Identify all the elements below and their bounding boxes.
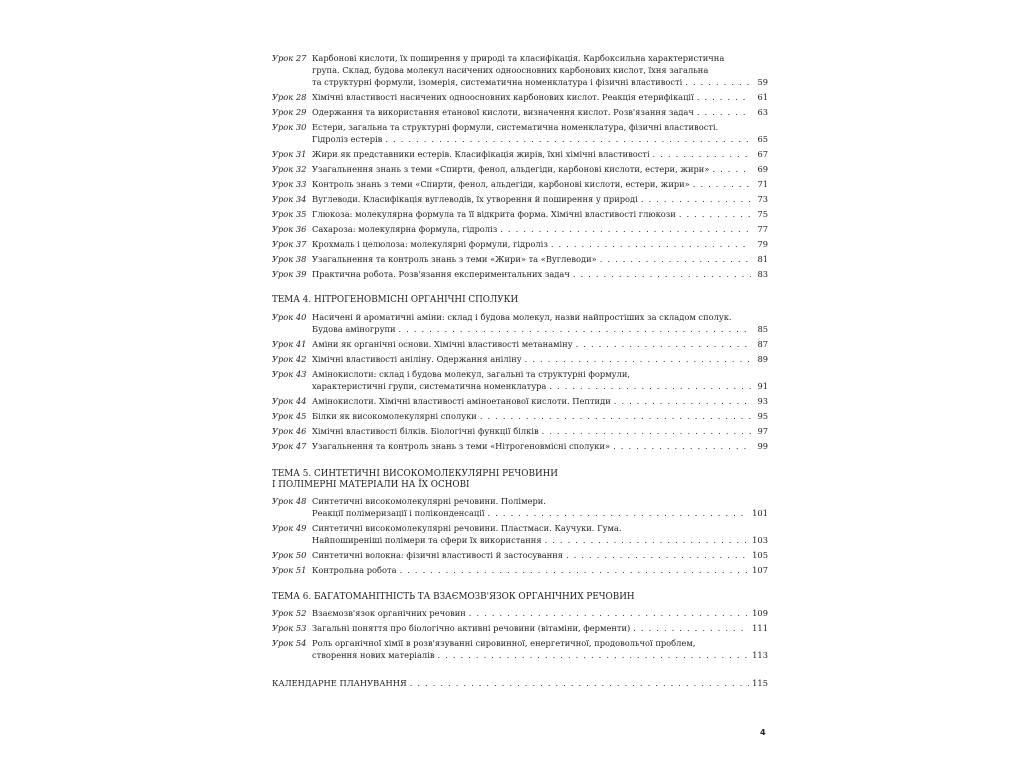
lesson-label: Урок 28	[272, 92, 307, 102]
lesson-label: Урок 29	[272, 107, 307, 117]
lesson-title-line: Сахароза: молекулярна формула, гідроліз	[312, 224, 498, 234]
lesson-final-line	[312, 76, 768, 88]
lesson-final-line	[312, 238, 768, 250]
lesson-label: Урок 47	[272, 441, 307, 451]
lesson-body	[312, 223, 768, 235]
lesson-title-line: Білки як високомолекулярні сполуки	[312, 411, 477, 421]
lesson-body	[312, 495, 768, 519]
lesson-final-line	[312, 622, 768, 634]
lesson-final-line	[312, 440, 768, 452]
lesson-label: Урок 41	[272, 339, 307, 349]
lesson-label: Урок 49	[272, 523, 307, 533]
dot-leader	[600, 253, 751, 265]
lesson-title-line: Синтетичні високомолекулярні речовини. Пластмаси. Каучуки. Гума.	[312, 523, 622, 533]
lesson-label: Урок 43	[272, 369, 307, 379]
lesson-body	[312, 163, 768, 175]
lesson-body	[312, 395, 768, 407]
lesson-title-line: Взаємозв'язок органічних речовин	[312, 608, 466, 618]
lesson-body	[312, 52, 768, 88]
lesson-title-line: характеристичні групи, систематична номенклатура	[312, 381, 547, 391]
lesson-page-number: 63	[757, 107, 768, 117]
toc-entry[interactable]	[272, 208, 768, 220]
lesson-label: Урок 50	[272, 550, 307, 560]
lesson-body	[312, 564, 768, 576]
lesson-label: Урок 27	[272, 53, 307, 63]
toc-entry[interactable]	[272, 522, 768, 546]
lesson-title-line: Контрольна робота	[312, 565, 397, 575]
lesson-final-line	[312, 353, 768, 365]
lesson-title-line: Карбонові кислоти, їх поширення у природі та класифікація. Карбоксильна характеристична	[312, 53, 725, 63]
lesson-page-number: 67	[757, 149, 768, 159]
lesson-label: Урок 46	[272, 426, 307, 436]
toc-entry[interactable]	[272, 91, 768, 103]
lesson-page-number: 103	[752, 535, 768, 545]
lesson-title-line: група. Склад, будова молекул насичених одноосновних карбонових кислот, їхня загальна	[312, 65, 709, 75]
lesson-final-line	[312, 91, 768, 103]
dot-leader	[613, 440, 751, 452]
toc-entry[interactable]	[272, 163, 768, 175]
lesson-title-line: Загальні поняття про біологічно активні речовини (вітаміни, ферменти)	[312, 623, 631, 633]
lesson-final-line	[312, 148, 768, 160]
lesson-final-line	[312, 607, 768, 619]
lesson-title-line: Гідроліз естерів	[312, 134, 383, 144]
dot-leader	[697, 91, 751, 103]
dot-leader	[480, 410, 751, 422]
lesson-final-line	[312, 323, 768, 335]
toc-entry[interactable]	[272, 495, 768, 519]
theme-4-heading: ТЕМА 4. НІТРОГЕНОВМІСНІ ОРГАНІЧНІ СПОЛУКИ	[272, 295, 519, 305]
lesson-label: Урок 30	[272, 122, 307, 132]
lesson-title-line: Жири як представники естерів. Класифікація жирів, їхні хімічні властивості	[312, 149, 650, 159]
lesson-final-line	[312, 178, 768, 190]
lesson-page-number: 79	[757, 239, 768, 249]
lesson-label: Урок 33	[272, 179, 307, 189]
toc-entry[interactable]	[272, 121, 768, 145]
lesson-title-line: Насичені й ароматичні аміни: склад і будова молекул, назви найпростіших за складом сполук.	[312, 312, 732, 322]
lesson-title-line: Аміни як органічні основи. Хімічні властивості метанаміну	[312, 339, 573, 349]
lesson-body	[312, 148, 768, 160]
lesson-title-line: Будова аміногрупи	[312, 324, 396, 334]
toc-entry[interactable]	[272, 311, 768, 335]
lesson-title-line: Синтетичні високомолекулярні речовини. Полімери.	[312, 496, 546, 506]
toc-entry[interactable]	[272, 253, 768, 265]
lesson-final-line	[312, 395, 768, 407]
lesson-body	[312, 440, 768, 452]
lesson-body	[312, 410, 768, 422]
lesson-final-line	[312, 564, 768, 576]
toc-entry[interactable]	[272, 338, 768, 350]
dot-leader	[641, 193, 751, 205]
toc-entry[interactable]	[272, 440, 768, 452]
lesson-page-number: 93	[757, 396, 768, 406]
lesson-page-number: 81	[757, 254, 768, 264]
lesson-body	[312, 353, 768, 365]
lesson-page-number: 107	[752, 565, 768, 575]
lesson-body	[312, 121, 768, 145]
toc-entry[interactable]	[272, 607, 768, 619]
lesson-title-line: Синтетичні волокна: фізичні властивості й застосування	[312, 550, 564, 560]
lesson-body	[312, 522, 768, 546]
lesson-label: Урок 42	[272, 354, 307, 364]
lesson-page-number: 77	[757, 224, 768, 234]
toc-entry[interactable]	[272, 52, 768, 88]
toc-entry[interactable]	[272, 637, 768, 661]
lesson-final-line	[312, 425, 768, 437]
lesson-page-number: 97	[757, 426, 768, 436]
lesson-label: Урок 38	[272, 254, 307, 264]
lesson-label: Урок 37	[272, 239, 307, 249]
lesson-title-line: Контроль знань з теми «Спирти, фенол, альдегіди, карбонові кислоти, естери, жири»	[312, 179, 690, 189]
dot-leader	[525, 353, 751, 365]
lesson-body	[312, 607, 768, 619]
lesson-final-line	[312, 193, 768, 205]
dot-leader	[545, 534, 750, 546]
lesson-page-number: 75	[757, 209, 768, 219]
calendar-planning-entry[interactable]	[272, 677, 768, 689]
dot-leader	[438, 649, 750, 661]
dot-leader	[551, 238, 751, 250]
toc-entry[interactable]	[272, 410, 768, 422]
lesson-page-number: 113	[752, 650, 768, 660]
lesson-group-a	[272, 52, 768, 280]
lesson-page-number: 105	[752, 550, 768, 560]
theme-6-heading: ТЕМА 6. БАГАТОМАНІТНІСТЬ ТА ВЗАЄМОЗВ'ЯЗОК ОРГАНІЧНИХ РЕЧОВИН	[272, 592, 635, 602]
lesson-body	[312, 637, 768, 661]
lesson-body	[312, 368, 768, 392]
lesson-title-line: Вуглеводи. Класифікація вуглеводів, їх утворення й поширення у природі	[312, 194, 638, 204]
lesson-page-number: 101	[752, 508, 768, 518]
toc-entry[interactable]	[272, 223, 768, 235]
lesson-title-line: створення нових матеріалів	[312, 650, 435, 660]
lesson-final-line	[312, 534, 768, 546]
theme-5-heading	[272, 469, 768, 491]
lesson-body	[312, 208, 768, 220]
lesson-label: Урок 44	[272, 396, 307, 406]
lesson-final-line	[312, 253, 768, 265]
dot-leader	[385, 133, 751, 145]
toc-entry[interactable]	[272, 564, 768, 576]
lesson-body	[312, 425, 768, 437]
lesson-label: Урок 36	[272, 224, 307, 234]
dot-leader	[614, 395, 751, 407]
lesson-title-line: Амінокислоти: склад і будова молекул, загальні та структурні формули,	[312, 369, 631, 379]
lesson-group-b	[272, 311, 768, 452]
lesson-group-c	[272, 495, 768, 576]
dot-leader	[566, 549, 749, 561]
lesson-title-line: Узагальнення знань з теми «Спирти, фенол, альдегіди, карбонові кислоти, естери, жири»	[312, 164, 710, 174]
lesson-title-line: Практична робота. Розв'язання експериментальних задач	[312, 269, 570, 279]
lesson-body	[312, 549, 768, 561]
toc-entry[interactable]	[272, 148, 768, 160]
page-number: 4	[760, 728, 766, 737]
lesson-final-line	[312, 223, 768, 235]
lesson-page-number: 83	[757, 269, 768, 279]
lesson-label: Урок 45	[272, 411, 307, 421]
dot-leader	[542, 425, 751, 437]
lesson-label: Урок 39	[272, 269, 307, 279]
calendar-planning-page: 115	[752, 678, 768, 688]
lesson-label: Урок 32	[272, 164, 307, 174]
lesson-title-line: Глюкоза: молекулярна формула та її відкрита форма. Хімічні властивості глюкози	[312, 209, 676, 219]
dot-leader	[399, 323, 751, 335]
theme-5-heading-line2: І ПОЛІМЕРНІ МАТЕРІАЛИ НА ЇХ ОСНОВІ	[272, 480, 470, 490]
dot-leader	[697, 106, 751, 118]
lesson-page-number: 95	[757, 411, 768, 421]
toc-entry[interactable]	[272, 395, 768, 407]
lesson-title-line: Узагальнення та контроль знань з теми «Нітрогеновмісні сполуки»	[312, 441, 611, 451]
lesson-title-line: Найпоширеніші полімери та сфери їх використання	[312, 535, 542, 545]
lesson-group-d	[272, 607, 768, 661]
lesson-body	[312, 338, 768, 350]
lesson-page-number: 61	[757, 92, 768, 102]
lesson-label: Урок 35	[272, 209, 307, 219]
lesson-final-line	[312, 338, 768, 350]
dot-leader	[573, 268, 751, 280]
lesson-body	[312, 193, 768, 205]
lesson-page-number: 99	[757, 441, 768, 451]
lesson-page-number: 65	[757, 134, 768, 144]
dot-leader	[469, 607, 749, 619]
dot-leader	[576, 338, 751, 350]
toc-entry[interactable]	[272, 193, 768, 205]
toc-entry[interactable]	[272, 549, 768, 561]
lesson-final-line	[312, 163, 768, 175]
toc-entry[interactable]	[272, 178, 768, 190]
lesson-final-line	[312, 268, 768, 280]
lesson-final-line	[312, 649, 768, 661]
lesson-body	[312, 178, 768, 190]
lesson-page-number: 59	[757, 77, 768, 87]
dot-leader	[633, 622, 749, 634]
lesson-page-number: 71	[757, 179, 768, 189]
dot-leader	[410, 677, 749, 689]
lesson-final-line	[312, 380, 768, 392]
lesson-title-line: Узагальнення та контроль знань з теми «Жири» та «Вуглеводи»	[312, 254, 597, 264]
dot-leader	[653, 148, 751, 160]
lesson-page-number: 85	[757, 324, 768, 334]
lesson-title-line: Хімічні властивості білків. Біологічні функції білків	[312, 426, 539, 436]
dot-leader	[549, 380, 751, 392]
lesson-final-line	[312, 507, 768, 519]
lesson-final-line	[312, 208, 768, 220]
lesson-body	[312, 253, 768, 265]
lesson-title-line: Естери, загальна та структурні формули, систематична номенклатура, фізичні властивості.	[312, 122, 719, 132]
lesson-page-number: 89	[757, 354, 768, 364]
lesson-label: Урок 51	[272, 565, 307, 575]
lesson-title-line: Крохмаль і целюлоза: молекулярні формули, гідроліз	[312, 239, 548, 249]
dot-leader	[400, 564, 750, 576]
lesson-title-line: Реакції полімеризації і поліконденсації	[312, 508, 485, 518]
lesson-label: Урок 53	[272, 623, 307, 633]
lesson-final-line	[312, 133, 768, 145]
lesson-page-number: 69	[757, 164, 768, 174]
dot-leader	[712, 163, 751, 175]
lesson-page-number: 87	[757, 339, 768, 349]
lesson-page-number: 109	[752, 608, 768, 618]
toc-entry[interactable]	[272, 268, 768, 280]
lesson-body	[312, 238, 768, 250]
dot-leader	[693, 178, 751, 190]
lesson-title-line: Амінокислоти. Хімічні властивості аміноетанової кислоти. Пептиди	[312, 396, 611, 406]
toc-entry[interactable]	[272, 425, 768, 437]
toc-entry[interactable]	[272, 353, 768, 365]
table-of-contents	[272, 52, 768, 689]
toc-entry[interactable]	[272, 238, 768, 250]
dot-leader	[679, 208, 751, 220]
lesson-body	[312, 106, 768, 118]
lesson-label: Урок 31	[272, 149, 307, 159]
calendar-planning-title: КАЛЕНДАРНЕ ПЛАНУВАННЯ	[272, 678, 407, 688]
lesson-page-number: 111	[752, 623, 768, 633]
lesson-page-number: 91	[757, 381, 768, 391]
toc-entry[interactable]	[272, 368, 768, 392]
lesson-page-number: 73	[757, 194, 768, 204]
lesson-title-line: Роль органічної хімії в розв'язуванні сировинної, енергетичної, продовольчої проблем,	[312, 638, 696, 648]
lesson-title-line: Хімічні властивості насичених одноосновних карбонових кислот. Реакція етерифікації	[312, 92, 694, 102]
lesson-body	[312, 622, 768, 634]
toc-entry[interactable]	[272, 106, 768, 118]
theme-5-heading-line1: ТЕМА 5. СИНТЕТИЧНІ ВИСОКОМОЛЕКУЛЯРНІ РЕЧОВИНИ	[272, 469, 558, 479]
lesson-label: Урок 48	[272, 496, 307, 506]
lesson-final-line	[312, 549, 768, 561]
lesson-title-line: та структурні формули, ізомерія, систематична номенклатура і фізичні властивості	[312, 77, 683, 87]
lesson-label: Урок 52	[272, 608, 307, 618]
lesson-final-line	[312, 410, 768, 422]
lesson-title-line: Хімічні властивості аніліну. Одержання аніліну	[312, 354, 522, 364]
lesson-label: Урок 34	[272, 194, 307, 204]
lesson-label: Урок 54	[272, 638, 307, 648]
lesson-title-line: Одержання та використання етанової кислоти, визначення кислот. Розв'язання задач	[312, 107, 694, 117]
lesson-body	[312, 268, 768, 280]
lesson-body	[312, 91, 768, 103]
dot-leader	[685, 76, 751, 88]
dot-leader	[500, 223, 751, 235]
lesson-label: Урок 40	[272, 312, 307, 322]
lesson-body	[312, 311, 768, 335]
dot-leader	[488, 507, 750, 519]
toc-entry[interactable]	[272, 622, 768, 634]
lesson-final-line	[312, 106, 768, 118]
